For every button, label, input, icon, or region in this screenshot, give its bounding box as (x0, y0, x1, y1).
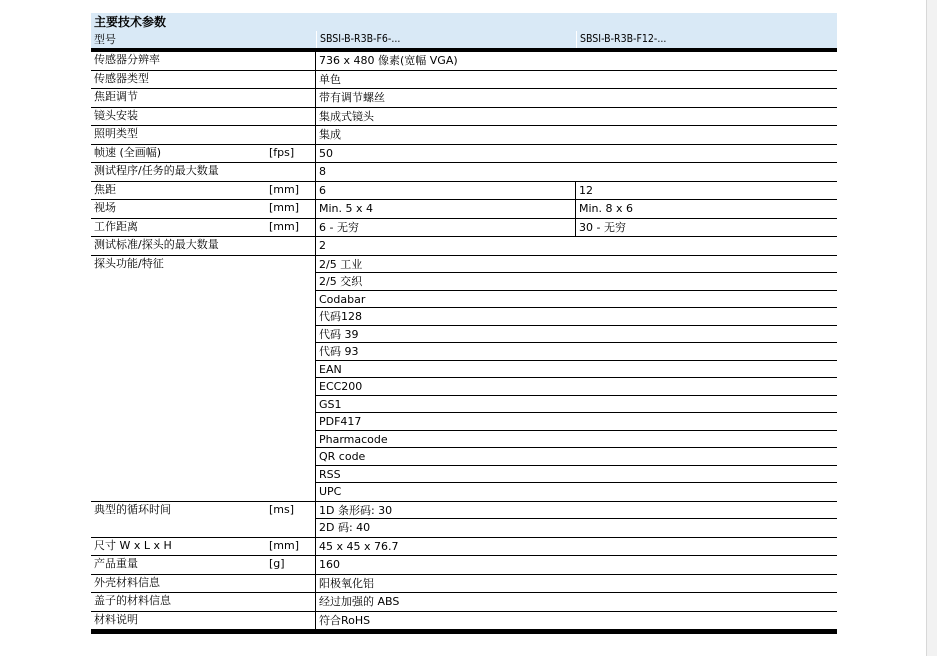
value-cell: 6 (316, 182, 576, 200)
value-line (316, 575, 837, 593)
value-cell: 12 (579, 183, 593, 197)
row-values (316, 219, 837, 237)
value-cell: QR code (319, 450, 366, 463)
table-row (91, 163, 837, 182)
row-unit: [g] (269, 557, 285, 570)
section-title: 主要技术参数 (94, 15, 167, 29)
row-values (316, 89, 837, 107)
value-cell: 50 (319, 146, 333, 160)
row-label: 工作距离 (94, 219, 138, 233)
row-values (316, 556, 837, 574)
value-cell: 代码 93 (319, 345, 359, 358)
table-row (91, 237, 837, 256)
row-label: 传感器分辨率 (94, 53, 160, 66)
table-row (91, 52, 837, 71)
table-row (91, 182, 837, 201)
value-cell: Codabar (319, 292, 366, 306)
row-label-cell (91, 52, 316, 70)
value-line (316, 256, 837, 274)
value-line (316, 413, 837, 431)
row-label-cell (91, 108, 316, 126)
table-row (91, 256, 837, 502)
row-label: 探头功能/特征 (94, 256, 164, 270)
value-line (316, 519, 837, 537)
value-cell: 2/5 工业 (319, 257, 363, 271)
row-label-cell (91, 200, 316, 218)
spec-rows (91, 52, 837, 634)
value-line (316, 308, 837, 326)
row-label: 帧速 (全画幅) (94, 145, 162, 159)
row-values (316, 145, 837, 163)
row-label-cell (91, 71, 316, 89)
table-row (91, 126, 837, 145)
row-values (316, 593, 837, 611)
value-cell: 代码 39 (319, 327, 359, 341)
value-cell: GS1 (319, 397, 342, 411)
spec-sheet (91, 13, 837, 634)
value-cell: 符合RoHS (319, 613, 371, 627)
table-row (91, 556, 837, 575)
row-label: 焦距调节 (94, 90, 138, 103)
row-label: 测试程序/任务的最大数量 (94, 164, 219, 177)
value-line (316, 108, 837, 126)
value-line (316, 448, 837, 466)
table-row (91, 108, 837, 127)
row-values (316, 182, 837, 200)
value-cell: 2 (319, 239, 326, 252)
value-line (316, 273, 837, 291)
model-label: 型号 (94, 33, 116, 46)
row-label-cell (91, 575, 316, 593)
table-row (91, 538, 837, 557)
row-label-cell (91, 163, 316, 181)
value-line (316, 145, 837, 163)
value-cell: 8 (319, 165, 326, 178)
row-label-cell (91, 237, 316, 255)
row-label: 外壳材料信息 (94, 575, 160, 589)
value-cell: 45 x 45 x 76.7 (319, 539, 399, 553)
row-label: 视场 (94, 201, 116, 214)
value-cell: 2/5 交织 (319, 275, 363, 288)
row-label-cell (91, 182, 316, 200)
row-label: 照明类型 (94, 127, 138, 140)
row-unit: [mm] (269, 219, 300, 233)
row-label-cell (91, 219, 316, 237)
value-line (316, 89, 837, 107)
row-label-cell (91, 502, 316, 537)
table-row (91, 219, 837, 238)
value-line (316, 502, 837, 520)
row-values (316, 52, 837, 70)
value-line (316, 378, 837, 396)
value-line (316, 291, 837, 309)
value-cell: 30 - 无穷 (579, 220, 626, 234)
row-values (316, 200, 837, 218)
row-label: 传感器类型 (94, 71, 149, 85)
table-row (91, 71, 837, 90)
row-label: 镜头安装 (94, 108, 138, 122)
row-values (316, 237, 837, 255)
value-line (316, 431, 837, 449)
row-unit: [mm] (269, 201, 300, 214)
value-cell: 160 (319, 558, 340, 571)
value-cell: RSS (319, 467, 341, 481)
row-label-cell (91, 538, 316, 556)
value-line (316, 396, 837, 414)
value-cell: 单色 (319, 72, 341, 86)
value-line (316, 200, 837, 218)
row-unit: [fps] (269, 145, 295, 159)
value-line (316, 483, 837, 501)
value-cell: Min. 5 x 4 (316, 200, 576, 218)
value-line (316, 126, 837, 144)
value-line (316, 538, 837, 556)
row-values (316, 108, 837, 126)
table-row (91, 502, 837, 538)
value-line (316, 361, 837, 379)
row-label-cell (91, 612, 316, 630)
value-cell: 集成 (319, 128, 341, 141)
row-label: 产品重量 (94, 557, 138, 570)
value-line (316, 52, 837, 70)
table-row (91, 575, 837, 594)
row-unit: [ms] (269, 502, 295, 516)
value-cell: PDF417 (319, 415, 362, 428)
row-values (316, 126, 837, 144)
row-unit: [mm] (269, 182, 300, 196)
value-line (316, 466, 837, 484)
row-values (316, 575, 837, 593)
value-cell: 带有调节螺丝 (319, 91, 385, 104)
value-cell: 6 - 无穷 (316, 219, 576, 237)
value-cell: 736 x 480 像素(宽幅 VGA) (319, 54, 458, 67)
value-line (316, 237, 837, 255)
table-row (91, 612, 837, 631)
value-cell: Min. 8 x 6 (579, 202, 634, 215)
row-label-cell (91, 256, 316, 501)
row-label: 测试标准/探头的最大数量 (94, 238, 219, 251)
table-row (91, 89, 837, 108)
value-line (316, 612, 837, 630)
value-line (316, 343, 837, 361)
model-a: SBSI-B-R3B-F6-... (316, 31, 576, 48)
table-row (91, 200, 837, 219)
row-values (316, 163, 837, 181)
value-cell: 2D 码: 40 (319, 521, 371, 534)
value-line (316, 163, 837, 181)
row-label: 盖子的材料信息 (94, 594, 171, 607)
value-cell: UPC (319, 485, 342, 498)
value-cell: 集成式镜头 (319, 109, 374, 123)
row-values (316, 256, 837, 501)
value-line (316, 182, 837, 200)
row-label-cell (91, 145, 316, 163)
row-label-cell (91, 556, 316, 574)
row-label-cell (91, 593, 316, 611)
value-cell: 阳极氧化铝 (319, 576, 374, 590)
row-label-cell (91, 126, 316, 144)
row-label: 尺寸 W x L x H (94, 538, 172, 552)
value-cell: 经过加强的 ABS (319, 595, 400, 608)
table-header (91, 13, 837, 48)
value-cell: Pharmacode (319, 432, 388, 446)
row-values (316, 502, 837, 537)
value-cell: EAN (319, 362, 342, 376)
value-line (316, 219, 837, 237)
row-values (316, 71, 837, 89)
row-unit: [mm] (269, 538, 300, 552)
value-line (316, 593, 837, 611)
table-row (91, 593, 837, 612)
row-label: 典型的循环时间 (94, 502, 171, 516)
row-label-cell (91, 89, 316, 107)
value-line (316, 326, 837, 344)
row-label: 材料说明 (94, 612, 138, 626)
value-line (316, 556, 837, 574)
table-row (91, 145, 837, 164)
value-cell: 代码128 (319, 310, 362, 323)
value-line (316, 71, 837, 89)
row-label: 焦距 (94, 182, 116, 196)
value-cell: ECC200 (319, 380, 363, 393)
model-b: SBSI-B-R3B-F12-... (576, 31, 837, 48)
row-values (316, 538, 837, 556)
value-cell: 1D 条形码: 30 (319, 503, 393, 517)
model-row (91, 31, 837, 48)
row-values (316, 612, 837, 630)
